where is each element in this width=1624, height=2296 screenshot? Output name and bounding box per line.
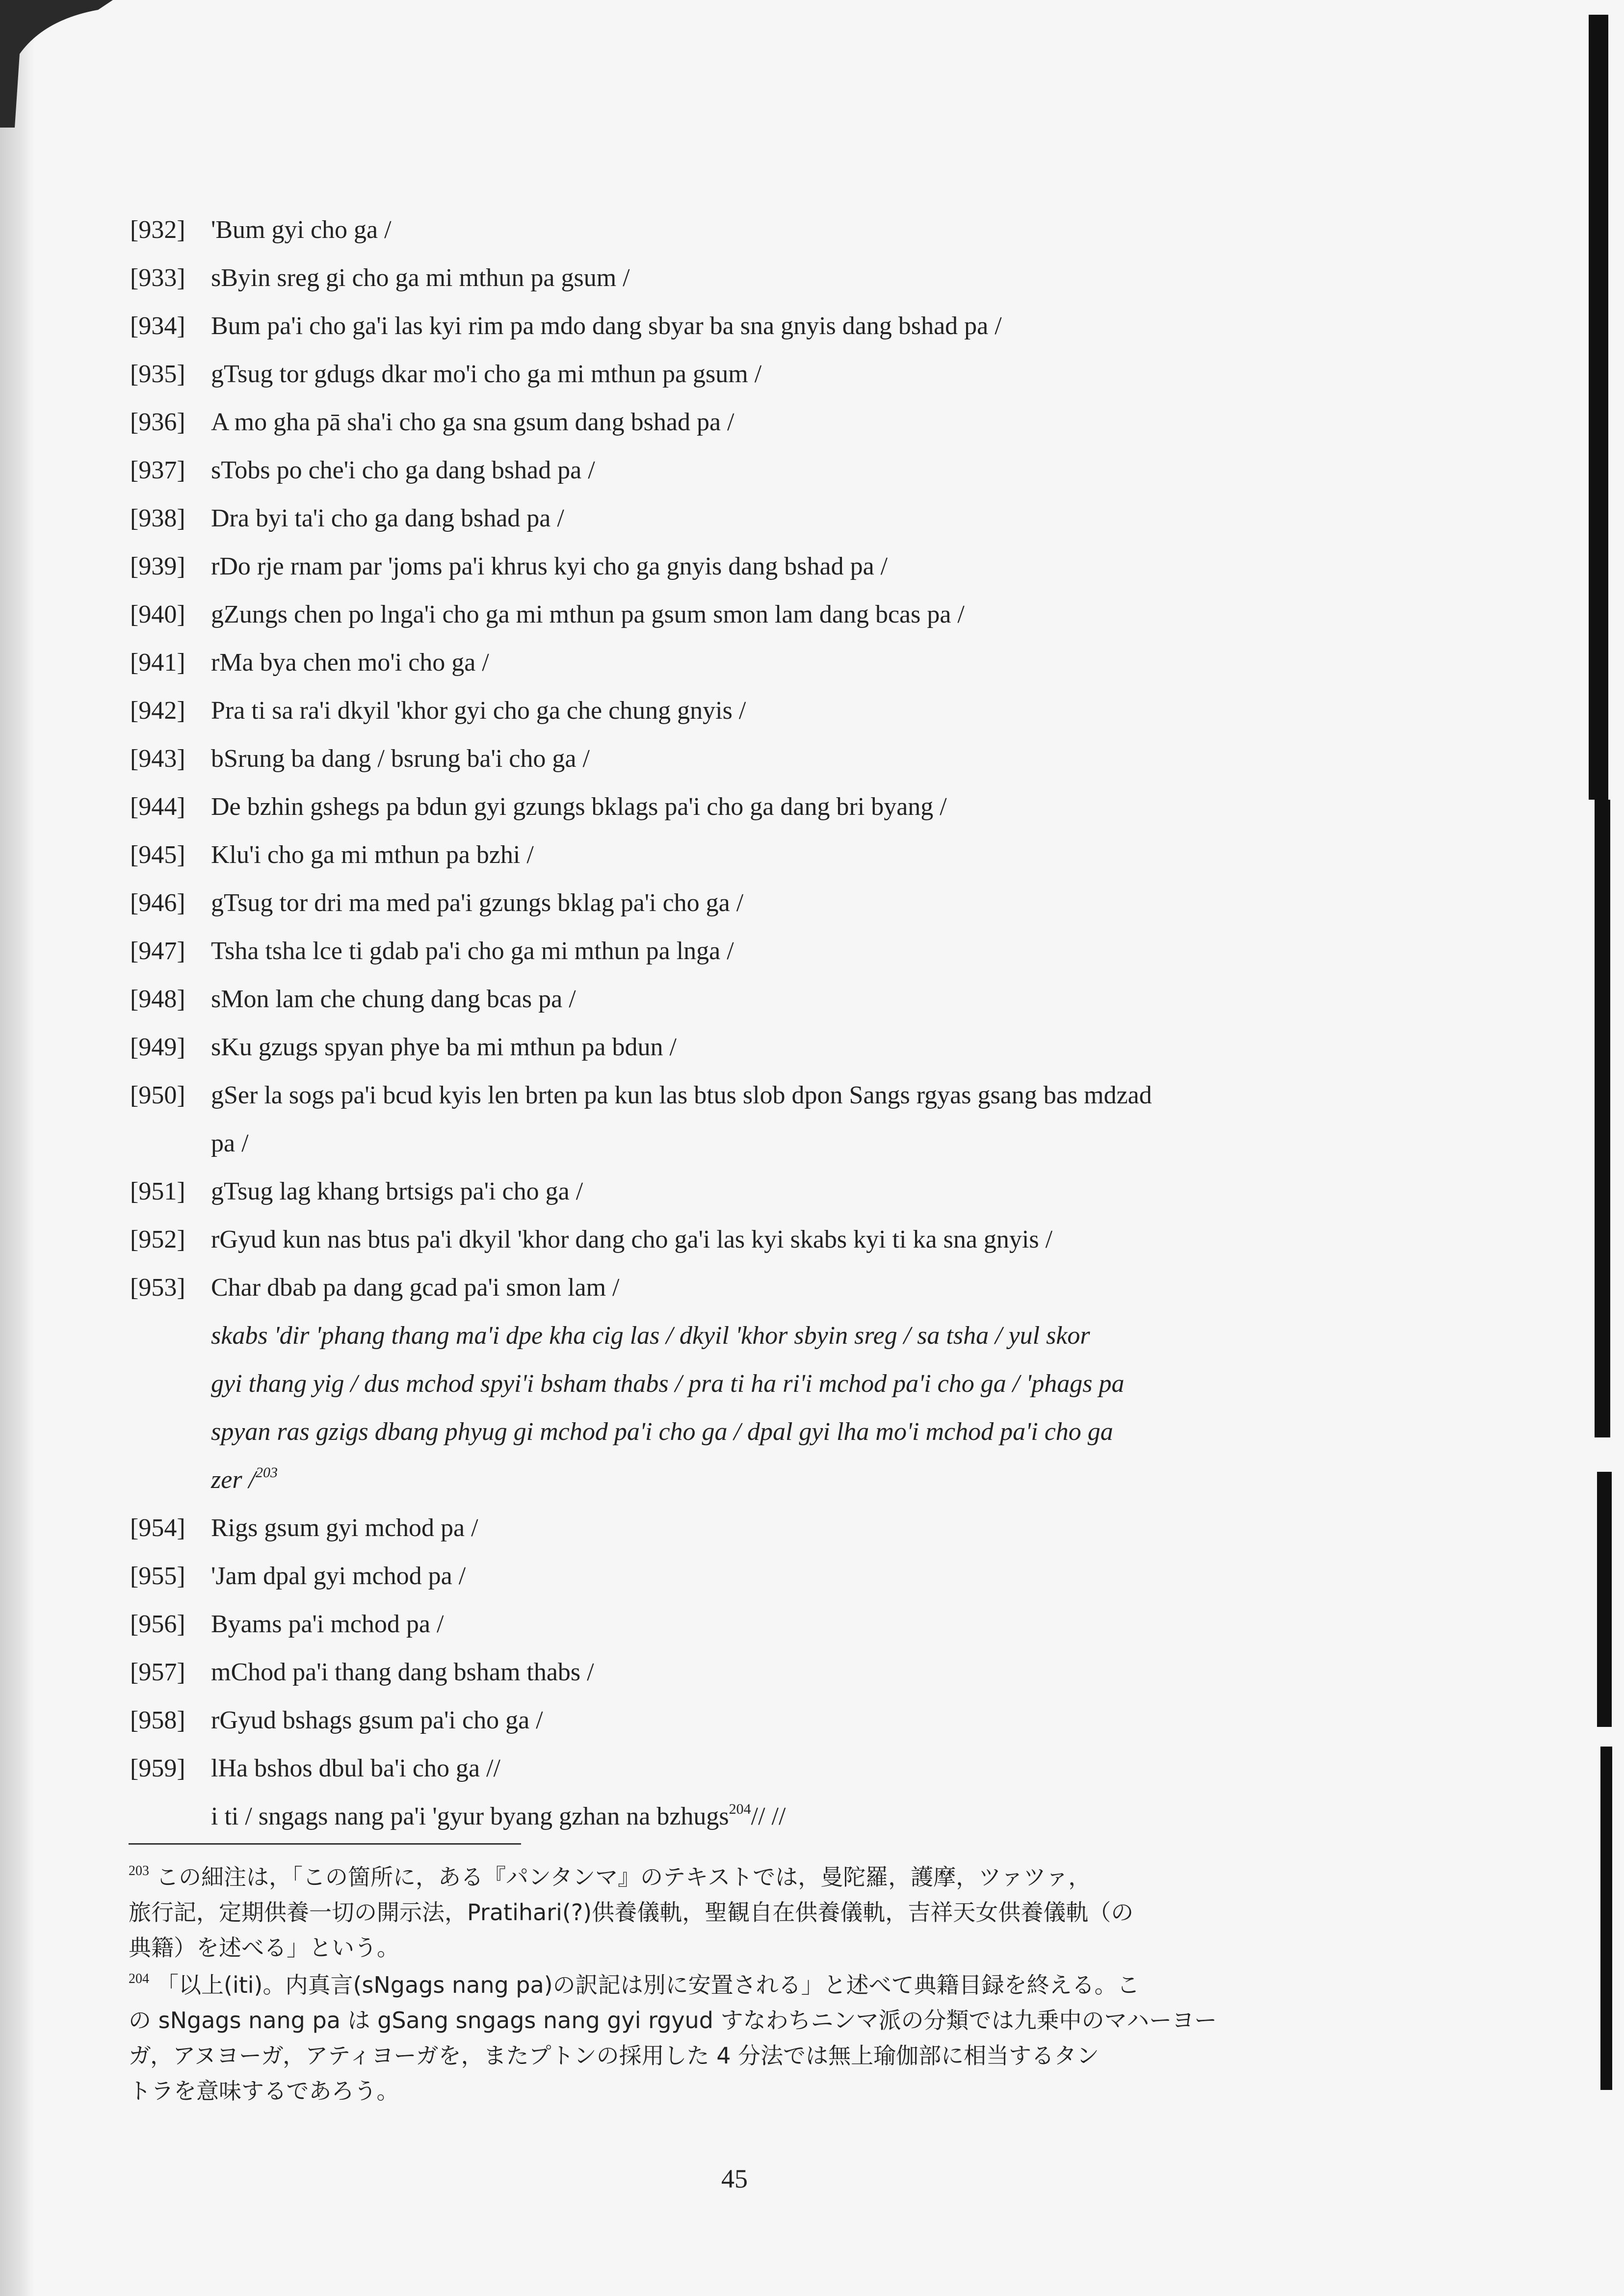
catalog-entries xyxy=(130,206,1357,1841)
footnote-line: この細注は，「この箇所に，ある『パンタンマ』のテキストでは，曼陀羅，護摩，ツァツァ， xyxy=(156,1864,1091,1890)
catalog-entry xyxy=(130,1216,1357,1264)
footnotes xyxy=(129,1859,1355,2111)
entry-text: gTsug tor gdugs dkar mo'i cho ga mi mthun pa gsum / xyxy=(211,360,762,388)
catalog-entry xyxy=(130,687,1357,735)
entry-text: sKu gzugs spyan phye ba mi mthun pa bdun / xyxy=(211,1033,677,1061)
entry-number: [933] xyxy=(130,264,185,292)
footnote-line: 典籍）を述べる」という。 xyxy=(129,1934,399,1961)
entry-text: gSer la sogs pa'i bcud kyis len brten pa kun las btus slob dpon Sangs rgyas gsang bas mdzad xyxy=(211,1081,1152,1109)
footnote-ref[interactable]: 204 xyxy=(729,1801,751,1817)
entry-number: [934] xyxy=(130,312,185,340)
catalog-entry xyxy=(130,1168,1357,1216)
catalog-entry xyxy=(130,446,1357,495)
entry-number: [945] xyxy=(130,841,185,869)
entry-text: gZungs chen po lnga'i cho ga mi mthun pa gsum smon lam dang bcas pa / xyxy=(211,600,965,628)
catalog-entry xyxy=(130,591,1357,639)
footnote-line: ガ，アヌヨーガ，アティヨーガを，またプトンの採用した 4 分法では無上瑜伽部に相当するタン xyxy=(129,2042,1100,2069)
catalog-entry xyxy=(130,1264,1357,1312)
entry-number: [947] xyxy=(130,937,185,965)
footnote-line: 旅行記，定期供養一切の開示法，Pratihari(?)供養儀軌，聖観自在供養儀軌，吉祥天女供養儀軌（の xyxy=(129,1899,1134,1926)
footnote-number: 203 xyxy=(129,1863,149,1879)
catalog-entry xyxy=(130,350,1357,398)
note-line: spyan ras gzigs dbang phyug gi mchod pa'i cho ga / dpal gyi lha mo'i mchod pa'i cho ga xyxy=(211,1418,1113,1446)
entry-text: Byams pa'i mchod pa / xyxy=(211,1610,444,1638)
closing-text: i ti / sngags nang pa'i 'gyur byang gzhan na bzhugs xyxy=(211,1802,729,1830)
entry-number: [937] xyxy=(130,456,185,484)
footnote-204 xyxy=(129,1967,1355,2109)
note-line: skabs 'dir 'phang thang ma'i dpe kha cig las / dkyil 'khor sbyin sreg / sa tsha / yul skor xyxy=(211,1322,1090,1350)
entry-number: [943] xyxy=(130,745,185,773)
entry-text: sTobs po che'i cho ga dang bshad pa / xyxy=(211,456,595,484)
page-number: 45 xyxy=(721,2164,748,2193)
entry-number: [950] xyxy=(130,1081,185,1109)
scan-corner-mark xyxy=(0,0,113,128)
scan-left-shadow xyxy=(0,0,34,2296)
entry-text: Char dbab pa dang gcad pa'i smon lam / xyxy=(211,1274,620,1302)
entry-text: Pra ti sa ra'i dkyil 'khor gyi cho ga che chung gnyis / xyxy=(211,697,746,725)
entry-number: [946] xyxy=(130,889,185,917)
footnote-line: トラを意味するであろう。 xyxy=(129,2078,399,2104)
entry-text: Rigs gsum gyi mchod pa / xyxy=(211,1514,478,1542)
catalog-entry xyxy=(130,302,1357,350)
catalog-entry xyxy=(130,1552,1357,1600)
entry-text: bSrung ba dang / bsrung ba'i cho ga / xyxy=(211,745,590,773)
entry-text: gTsug tor dri ma med pa'i gzungs bklag pa'i cho ga / xyxy=(211,889,744,917)
entry-text: sByin sreg gi cho ga mi mthun pa gsum / xyxy=(211,264,630,292)
entry-number: [953] xyxy=(130,1274,185,1302)
entry-number: [951] xyxy=(130,1177,185,1205)
catalog-entry xyxy=(130,1648,1357,1696)
entry-text: 'Jam dpal gyi mchod pa / xyxy=(211,1562,466,1590)
note-last-line: zer / xyxy=(211,1466,256,1494)
footnote-line: 「以上(iti)。内真言(sNgags nang pa)の訳記は別に安置される」と述べて典籍目録を終える。こ xyxy=(156,1972,1140,1998)
entry-text: rGyud bshags gsum pa'i cho ga / xyxy=(211,1706,543,1734)
catalog-entry xyxy=(130,735,1357,783)
catalog-entry xyxy=(130,975,1357,1023)
entry-number: [952] xyxy=(130,1226,185,1253)
entry-text: pa / xyxy=(211,1129,249,1157)
catalog-entry xyxy=(130,639,1357,687)
entry-number: [948] xyxy=(130,985,185,1013)
entry-number: [956] xyxy=(130,1610,185,1638)
catalog-entry xyxy=(130,1696,1357,1745)
entry-number: [938] xyxy=(130,504,185,532)
entry-number: [944] xyxy=(130,793,185,821)
catalog-entry xyxy=(130,879,1357,927)
entry-text: rMa bya chen mo'i cho ga / xyxy=(211,649,489,677)
entry-text: 'Bum gyi cho ga / xyxy=(211,216,392,244)
entry-number: [942] xyxy=(130,697,185,725)
entry-text: mChod pa'i thang dang bsham thabs / xyxy=(211,1658,594,1686)
catalog-entry xyxy=(130,1023,1357,1071)
entry-text: Dra byi ta'i cho ga dang bshad pa / xyxy=(211,504,564,532)
entry-text: Bum pa'i cho ga'i las kyi rim pa mdo dang sbyar ba sna gnyis dang bshad pa / xyxy=(211,312,1002,340)
entry-text: rGyud kun nas btus pa'i dkyil 'khor dang cho ga'i las kyi skabs kyi ti ka sna gnyis / xyxy=(211,1226,1053,1253)
entry-number: [940] xyxy=(130,600,185,628)
scan-right-edge xyxy=(1597,1472,1612,1727)
catalog-entry xyxy=(130,1504,1357,1552)
footnote-203 xyxy=(129,1859,1355,1965)
note-line xyxy=(211,1456,1357,1504)
catalog-entry xyxy=(130,1071,1357,1168)
entry-text: rDo rje rnam par 'joms pa'i khrus kyi cho ga gnyis dang bshad pa / xyxy=(211,552,888,580)
scan-right-edge xyxy=(1589,15,1608,800)
note-line: gyi thang yig / dus mchod spyi'i bsham thabs / pra ti ha ri'i mchod pa'i cho ga / 'phags pa xyxy=(211,1370,1125,1398)
catalog-entry xyxy=(130,831,1357,879)
entry-text: sMon lam che chung dang bcas pa / xyxy=(211,985,576,1013)
entry-number: [939] xyxy=(130,552,185,580)
catalog-entry xyxy=(130,1745,1357,1793)
scan-right-edge xyxy=(1595,800,1610,1437)
scan-right-edge xyxy=(1600,1747,1612,2090)
entry-number: [941] xyxy=(130,649,185,677)
catalog-entry xyxy=(130,495,1357,543)
footnote-number: 204 xyxy=(129,1971,149,1986)
closing-tail: // // xyxy=(751,1802,786,1830)
entry-number: [932] xyxy=(130,216,185,244)
entry-number: [936] xyxy=(130,408,185,436)
entry-number: [959] xyxy=(130,1754,185,1782)
entry-number: [955] xyxy=(130,1562,185,1590)
catalog-entry xyxy=(130,783,1357,831)
entry-text: Klu'i cho ga mi mthun pa bzhi / xyxy=(211,841,534,869)
entry-text: A mo gha pā sha'i cho ga sna gsum dang bshad pa / xyxy=(211,408,734,436)
entry-text: De bzhin gshegs pa bdun gyi gzungs bklags pa'i cho ga dang bri byang / xyxy=(211,793,947,821)
entry-number: [957] xyxy=(130,1658,185,1686)
entry-number: [958] xyxy=(130,1706,185,1734)
catalog-entry xyxy=(130,927,1357,975)
entry-text: Tsha tsha lce ti gdab pa'i cho ga mi mthun pa lnga / xyxy=(211,937,734,965)
entry-text: gTsug lag khang brtsigs pa'i cho ga / xyxy=(211,1177,583,1205)
footnote-line: の sNgags nang pa は gSang sngags nang gyi rgyud すなわちニンマ派の分類では九乗中のマハーヨー xyxy=(129,2007,1217,2034)
entry-text: lHa bshos dbul ba'i cho ga // xyxy=(211,1754,500,1782)
catalog-entry xyxy=(130,398,1357,446)
catalog-entry xyxy=(130,206,1357,254)
catalog-entry xyxy=(130,543,1357,591)
footnote-rule xyxy=(129,1843,521,1845)
entry-953-note xyxy=(130,1312,1357,1504)
footnote-ref[interactable]: 203 xyxy=(256,1464,278,1481)
entry-number: [935] xyxy=(130,360,185,388)
catalog-entry xyxy=(130,1600,1357,1648)
entry-number: [949] xyxy=(130,1033,185,1061)
catalog-entry xyxy=(130,254,1357,302)
closing-line xyxy=(130,1793,1357,1841)
entry-number: [954] xyxy=(130,1514,185,1542)
